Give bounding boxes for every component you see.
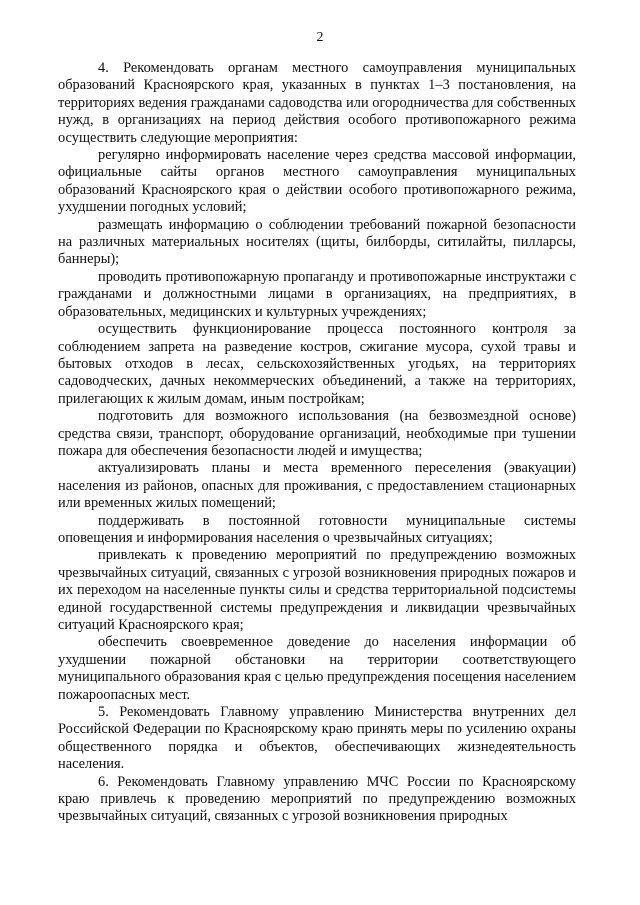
paragraph-fire-propaganda: проводить противопожарную пропаганду и противопожарные инструктажи с гражданами и должностными лицами в организациях, на предприятиях, в образовательных, медицинских и культурных учреждениях; bbox=[58, 268, 576, 320]
paragraph-warning-systems: поддерживать в постоянной готовности муниципальные системы оповещения и информирования населения о чрезвычайных ситуациях; bbox=[58, 512, 576, 546]
paragraph-evacuation-plans: актуализировать планы и места временного переселения (эвакуации) населения из районов, опасных для проживания, с предоставлением стационарных или временных жилых помещений; bbox=[58, 460, 576, 512]
paragraph-4-recommendation: 4. Рекомендовать органам местного самоуправления муниципальных образований Красноярского края, указанных в пунктах 1–3 постановления, на территориях ведения гражданами садоводства или огородничества для собственных нужд, в организациях на период действия особого противопожарного режима осуществить следующие мероприятия: bbox=[58, 60, 576, 146]
paragraph-place-information: размещать информацию о соблюдении требований пожарной безопасности на различных материальных носителях (щиты, билборды, ситилайты, пилларсы, баннеры); bbox=[58, 216, 576, 268]
paragraph-emergency-prevention: привлекать к проведению мероприятий по предупреждению возможных чрезвычайных ситуаций, связанных с угрозой возникновения природных пожаров и их переходом на населенные пункты силы и средства территориальной подсистемы единой государственной системы предупреждения и ликвидации чрезвычайных ситуаций Красноярского края; bbox=[58, 547, 576, 633]
paragraph-inform-population: регулярно информировать население через средства массовой информации, официальные сайты органов местного самоуправления муниципальных образований Красноярского края о действии особого противопожарного режима, ухудшении погодных условий; bbox=[58, 147, 576, 216]
paragraph-6-emercom: 6. Рекомендовать Главному управлению МЧС России по Красноярскому краю привлечь к проведению мероприятий по предупреждению возможных чрезвычайных ситуаций, связанных с угрозой возникновения природных bbox=[58, 773, 576, 825]
paragraph-notify-population: обеспечить своевременное доведение до населения информации об ухудшении пожарной обстановки на территории соответствующего муниципального образования края с целью предупреждения посещения населением пожароопасных мест. bbox=[58, 634, 576, 703]
paragraph-control-process: осуществить функционирование процесса постоянного контроля за соблюдением запрета на разведение костров, сжигание мусора, сухой травы и бытовых отходов в лесах, сельскохозяйственных угодьях, на территориях садоводческих, дачных некоммерческих объединений, а также на территориях, прилегающих к жилым домам, иным постройкам; bbox=[58, 321, 576, 407]
page-number: 2 bbox=[316, 30, 324, 45]
paragraph-5-police: 5. Рекомендовать Главному управлению Министерства внутренних дел Российской Федерации по Красноярскому краю принять меры по усилению охраны общественного порядка и объектов, обеспечивающих жизнедеятельность населения. bbox=[58, 704, 576, 773]
document-body bbox=[58, 60, 576, 826]
paragraph-prepare-equipment: подготовить для возможного использования (на безвозмездной основе) средства связи, транспорт, оборудование организаций, необходимые при тушении пожара для обеспечения безопасности людей и имущества; bbox=[58, 408, 576, 459]
